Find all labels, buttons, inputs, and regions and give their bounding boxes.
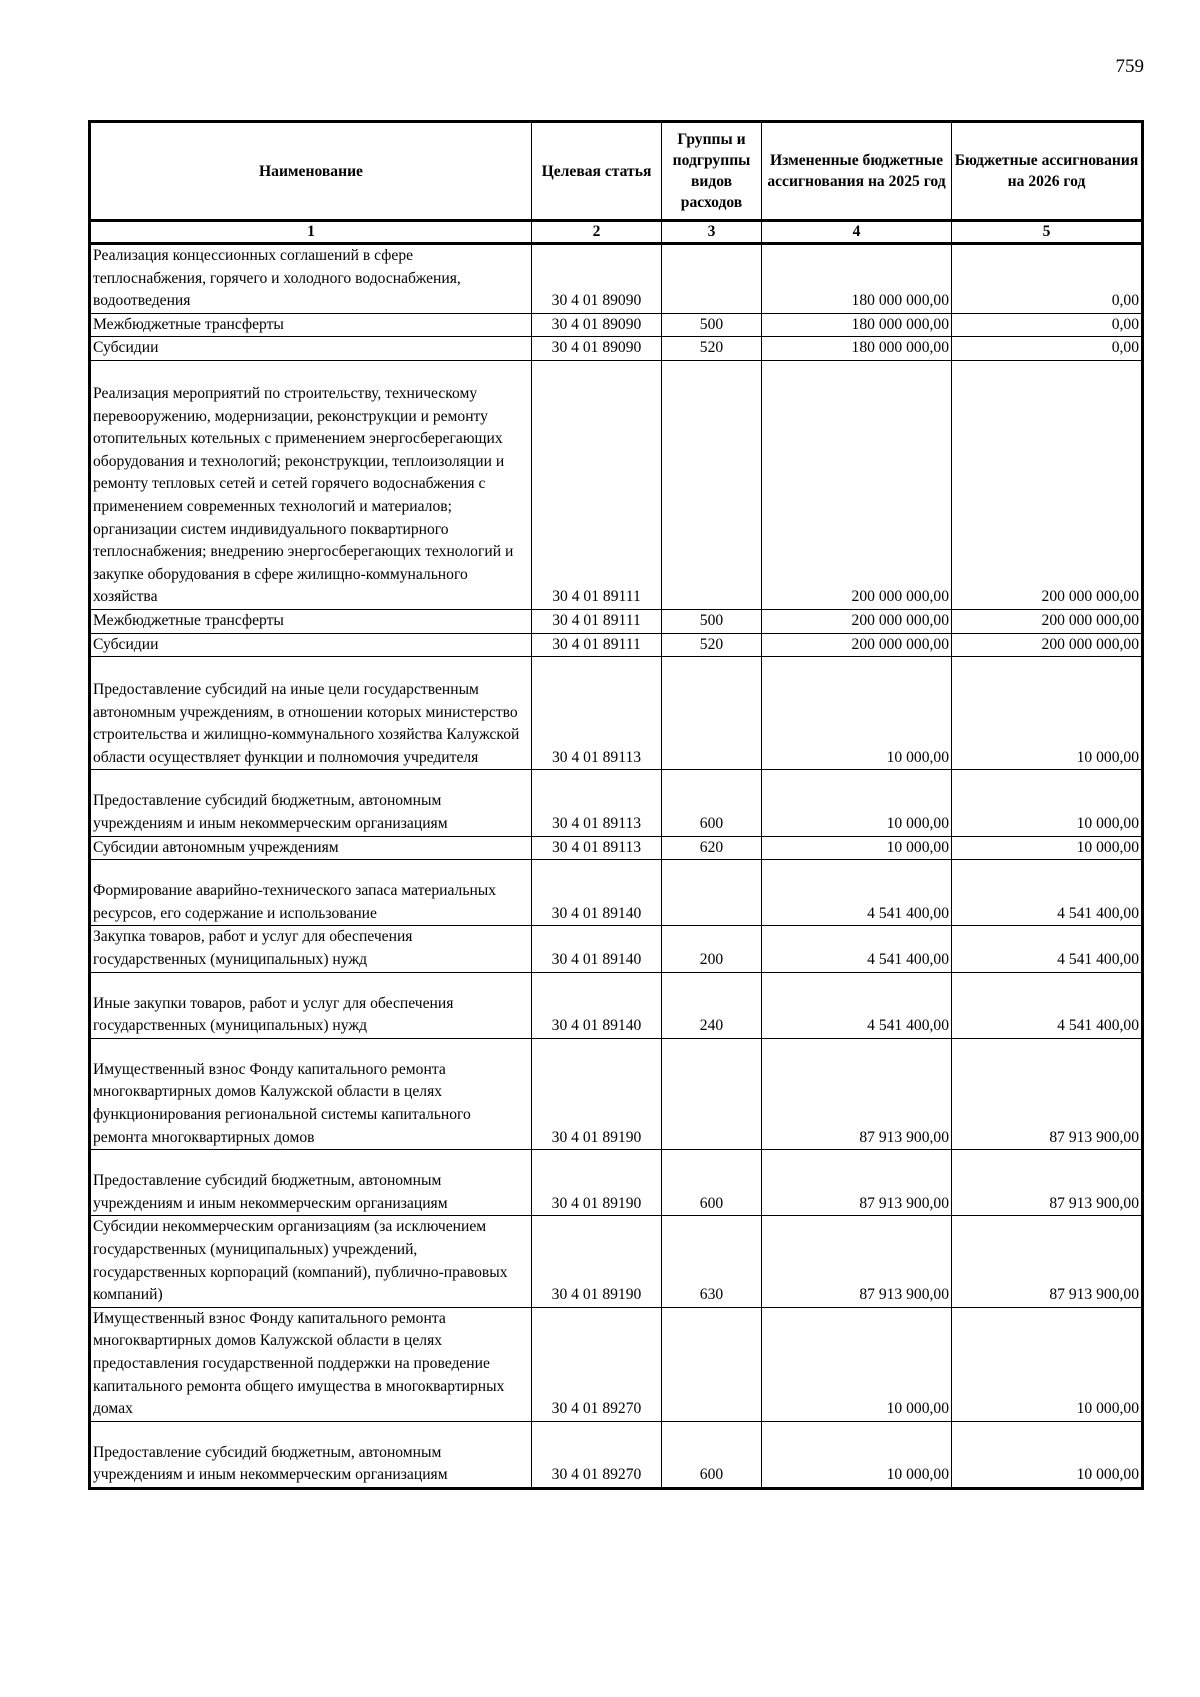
row-code: 30 4 01 89140 — [532, 926, 662, 972]
row-amount-2025: 87 913 900,00 — [762, 1038, 952, 1149]
column-number: 5 — [952, 221, 1143, 244]
row-code: 30 4 01 89140 — [532, 972, 662, 1038]
row-amount-2026: 200 000 000,00 — [952, 609, 1143, 633]
row-group: 520 — [662, 337, 762, 361]
row-code: 30 4 01 89190 — [532, 1150, 662, 1216]
row-amount-2026: 200 000 000,00 — [952, 360, 1143, 609]
table-row — [90, 770, 1143, 836]
row-name: Субсидии — [90, 337, 532, 361]
row-name: Имущественный взнос Фонду капитального ремонта многоквартирных домов Калужской области в целях предоставления государственной поддержки на проведение капитального ремонта общего имущества в многоквартирных домах — [90, 1307, 532, 1421]
row-group: 600 — [662, 770, 762, 836]
row-code: 30 4 01 89111 — [532, 360, 662, 609]
row-name: Межбюджетные трансферты — [90, 313, 532, 337]
row-group — [662, 1307, 762, 1421]
table-row — [90, 860, 1143, 926]
row-code: 30 4 01 89113 — [532, 657, 662, 770]
table-row — [90, 633, 1143, 657]
table-row — [90, 609, 1143, 633]
row-amount-2026: 10 000,00 — [952, 770, 1143, 836]
row-amount-2026: 4 541 400,00 — [952, 972, 1143, 1038]
row-code: 30 4 01 89090 — [532, 244, 662, 314]
header-name: Наименование — [90, 122, 532, 221]
header-amount-2026: Бюджетные ассигнования на 2026 год — [952, 122, 1143, 221]
row-name: Субсидии автономным учреждениям — [90, 836, 532, 860]
row-amount-2025: 180 000 000,00 — [762, 337, 952, 361]
table-body — [90, 244, 1143, 1489]
row-amount-2026: 87 913 900,00 — [952, 1216, 1143, 1307]
row-group: 200 — [662, 926, 762, 972]
column-number: 4 — [762, 221, 952, 244]
column-number-row — [90, 221, 1143, 244]
row-group — [662, 860, 762, 926]
row-name: Формирование аварийно-технического запаса материальных ресурсов, его содержание и использование — [90, 860, 532, 926]
row-amount-2025: 10 000,00 — [762, 657, 952, 770]
row-amount-2026: 4 541 400,00 — [952, 860, 1143, 926]
row-group: 630 — [662, 1216, 762, 1307]
row-name: Предоставление субсидий бюджетным, автономным учреждениям и иным некоммерческим организациям — [90, 1421, 532, 1488]
row-group: 500 — [662, 313, 762, 337]
row-amount-2025: 180 000 000,00 — [762, 313, 952, 337]
row-amount-2026: 0,00 — [952, 337, 1143, 361]
row-amount-2025: 200 000 000,00 — [762, 633, 952, 657]
table-row — [90, 360, 1143, 609]
header-amount-2025: Измененные бюджетные ассигнования на 2025 год — [762, 122, 952, 221]
page-number: 759 — [1115, 56, 1144, 77]
header-code: Целевая статья — [532, 122, 662, 221]
row-code: 30 4 01 89113 — [532, 836, 662, 860]
row-name: Субсидии некоммерческим организациям (за исключением государственных (муниципальных) учреждений, государственных корпораций (компаний), публично-правовых компаний) — [90, 1216, 532, 1307]
table-row — [90, 1038, 1143, 1149]
row-name: Имущественный взнос Фонду капитального ремонта многоквартирных домов Калужской области в целях функционирования региональной системы капитального ремонта многоквартирных домов — [90, 1038, 532, 1149]
row-code: 30 4 01 89111 — [532, 633, 662, 657]
column-number: 3 — [662, 221, 762, 244]
table-row — [90, 1307, 1143, 1421]
row-code: 30 4 01 89090 — [532, 313, 662, 337]
row-code: 30 4 01 89190 — [532, 1038, 662, 1149]
row-amount-2025: 10 000,00 — [762, 1421, 952, 1488]
row-amount-2025: 200 000 000,00 — [762, 609, 952, 633]
table-row — [90, 926, 1143, 972]
table-row — [90, 313, 1143, 337]
column-number: 2 — [532, 221, 662, 244]
row-amount-2025: 87 913 900,00 — [762, 1150, 952, 1216]
table-row — [90, 1150, 1143, 1216]
row-amount-2026: 10 000,00 — [952, 836, 1143, 860]
row-amount-2025: 4 541 400,00 — [762, 926, 952, 972]
row-name: Реализация концессионных соглашений в сфере теплоснабжения, горячего и холодного водоснабжения, водоотведения — [90, 244, 532, 314]
row-amount-2025: 87 913 900,00 — [762, 1216, 952, 1307]
table-row — [90, 972, 1143, 1038]
row-code: 30 4 01 89270 — [532, 1307, 662, 1421]
row-group: 620 — [662, 836, 762, 860]
row-amount-2026: 0,00 — [952, 244, 1143, 314]
row-amount-2026: 0,00 — [952, 313, 1143, 337]
row-name: Иные закупки товаров, работ и услуг для обеспечения государственных (муниципальных) нужд — [90, 972, 532, 1038]
row-name: Закупка товаров, работ и услуг для обеспечения государственных (муниципальных) нужд — [90, 926, 532, 972]
row-group — [662, 360, 762, 609]
row-code: 30 4 01 89140 — [532, 860, 662, 926]
row-code: 30 4 01 89111 — [532, 609, 662, 633]
row-amount-2026: 10 000,00 — [952, 1421, 1143, 1488]
row-group: 600 — [662, 1150, 762, 1216]
row-code: 30 4 01 89113 — [532, 770, 662, 836]
table-row — [90, 1216, 1143, 1307]
row-amount-2025: 4 541 400,00 — [762, 972, 952, 1038]
column-number: 1 — [90, 221, 532, 244]
row-amount-2025: 180 000 000,00 — [762, 244, 952, 314]
row-amount-2025: 10 000,00 — [762, 770, 952, 836]
row-amount-2026: 4 541 400,00 — [952, 926, 1143, 972]
table-row — [90, 836, 1143, 860]
header-group: Группы и подгруппы видов расходов — [662, 122, 762, 221]
row-code: 30 4 01 89270 — [532, 1421, 662, 1488]
row-group: 240 — [662, 972, 762, 1038]
row-group: 520 — [662, 633, 762, 657]
budget-table — [88, 120, 1144, 1490]
row-name: Предоставление субсидий на иные цели государственным автономным учреждениям, в отношении которых министерство строительства и жилищно-коммунального хозяйства Калужской области осуществляет функции и полномочия учредителя — [90, 657, 532, 770]
row-amount-2025: 200 000 000,00 — [762, 360, 952, 609]
row-amount-2026: 87 913 900,00 — [952, 1038, 1143, 1149]
row-name: Межбюджетные трансферты — [90, 609, 532, 633]
row-amount-2025: 10 000,00 — [762, 1307, 952, 1421]
row-amount-2025: 4 541 400,00 — [762, 860, 952, 926]
row-code: 30 4 01 89090 — [532, 337, 662, 361]
header-row — [90, 122, 1143, 221]
row-name: Реализация мероприятий по строительству, техническому перевооружению, модернизации, реконструкции и ремонту отопительных котельных с применением энергосберегающих оборудования и технологий; реконструкции, теплоизоляции и ремонту тепловых сетей и сетей горячего водоснабжения с применением современных технологий и материалов; организации систем индивидуального поквартирного теплоснабжения; внедрению энергосберегающих технологий и закупке оборудования в сфере жилищно-коммунального хозяйства — [90, 360, 532, 609]
table-row — [90, 244, 1143, 314]
row-name: Предоставление субсидий бюджетным, автономным учреждениям и иным некоммерческим организациям — [90, 1150, 532, 1216]
table-row — [90, 657, 1143, 770]
row-name: Субсидии — [90, 633, 532, 657]
row-group — [662, 244, 762, 314]
row-amount-2026: 87 913 900,00 — [952, 1150, 1143, 1216]
row-group — [662, 657, 762, 770]
row-group: 600 — [662, 1421, 762, 1488]
row-group: 500 — [662, 609, 762, 633]
row-amount-2026: 10 000,00 — [952, 1307, 1143, 1421]
row-code: 30 4 01 89190 — [532, 1216, 662, 1307]
row-amount-2025: 10 000,00 — [762, 836, 952, 860]
row-amount-2026: 10 000,00 — [952, 657, 1143, 770]
row-name: Предоставление субсидий бюджетным, автономным учреждениям и иным некоммерческим организациям — [90, 770, 532, 836]
table-row — [90, 337, 1143, 361]
row-amount-2026: 200 000 000,00 — [952, 633, 1143, 657]
table-row — [90, 1421, 1143, 1488]
row-group — [662, 1038, 762, 1149]
